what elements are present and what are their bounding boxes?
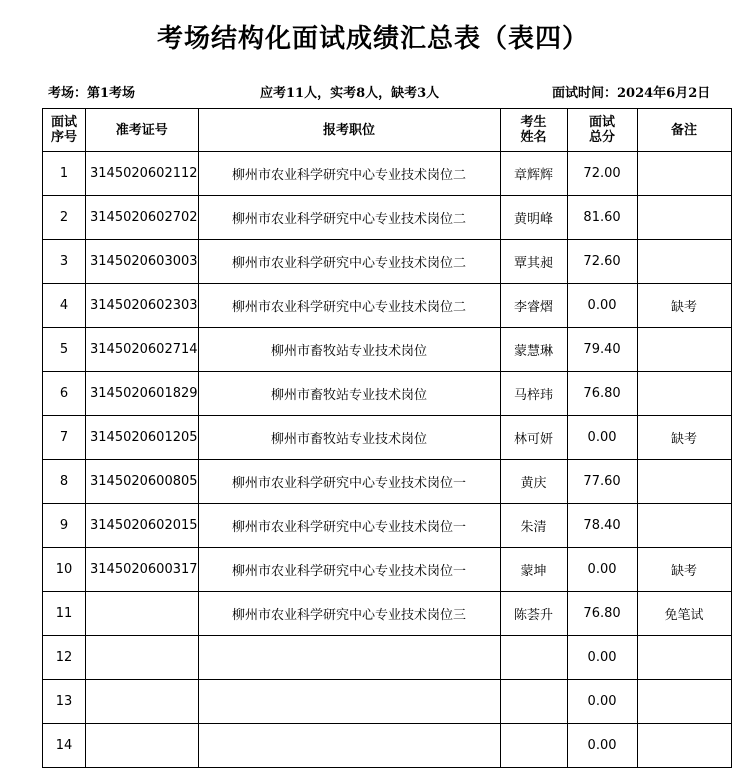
remark	[637, 196, 731, 240]
total-score: 77.60	[567, 460, 637, 504]
header-position: 报考职位	[198, 109, 500, 152]
row-index: 9	[43, 504, 86, 548]
header-index: 面试 序号	[43, 109, 86, 152]
row-index: 10	[43, 548, 86, 592]
position-name: 柳州市农业科学研究中心专业技术岗位一	[198, 460, 500, 504]
position-name: 柳州市农业科学研究中心专业技术岗位二	[198, 152, 500, 196]
row-index: 5	[43, 328, 86, 372]
total-score: 0.00	[567, 416, 637, 460]
row-index: 11	[43, 592, 86, 636]
total-score: 0.00	[567, 680, 637, 724]
candidate-name: 蒙坤	[500, 548, 567, 592]
position-name: 柳州市农业科学研究中心专业技术岗位一	[198, 548, 500, 592]
score-table	[42, 108, 732, 768]
position-name: 柳州市农业科学研究中心专业技术岗位二	[198, 284, 500, 328]
ticket-number: 3145020600805	[86, 460, 199, 504]
ticket-number: 3145020602015	[86, 504, 199, 548]
table-row	[43, 196, 732, 240]
table-row	[43, 284, 732, 328]
position-name: 柳州市农业科学研究中心专业技术岗位二	[198, 240, 500, 284]
row-index: 8	[43, 460, 86, 504]
header-score: 面试 总分	[567, 109, 637, 152]
remark: 免笔试	[637, 592, 731, 636]
total-score: 0.00	[567, 724, 637, 768]
row-index: 3	[43, 240, 86, 284]
row-index: 1	[43, 152, 86, 196]
remark	[637, 240, 731, 284]
total-score: 78.40	[567, 504, 637, 548]
total-score: 72.00	[567, 152, 637, 196]
remark: 缺考	[637, 284, 731, 328]
position-name	[198, 724, 500, 768]
position-name: 柳州市农业科学研究中心专业技术岗位一	[198, 504, 500, 548]
candidate-name	[500, 724, 567, 768]
position-name: 柳州市农业科学研究中心专业技术岗位二	[198, 196, 500, 240]
candidate-name: 章辉辉	[500, 152, 567, 196]
position-name	[198, 680, 500, 724]
candidate-name: 黄明峰	[500, 196, 567, 240]
candidate-name: 李睿熠	[500, 284, 567, 328]
candidate-name: 林可妍	[500, 416, 567, 460]
ticket-number	[86, 680, 199, 724]
ticket-number: 3145020603003	[86, 240, 199, 284]
table-row	[43, 592, 732, 636]
table-row	[43, 504, 732, 548]
table-row	[43, 724, 732, 768]
table-header-row	[43, 109, 732, 152]
row-index: 4	[43, 284, 86, 328]
ticket-number	[86, 636, 199, 680]
ticket-number: 3145020600317	[86, 548, 199, 592]
candidate-name: 朱清	[500, 504, 567, 548]
total-score: 76.80	[567, 592, 637, 636]
interview-date: 面试时间：2024年6月2日	[552, 86, 711, 101]
page-title: 考场结构化面试成绩汇总表（表四）	[156, 24, 589, 54]
position-name: 柳州市畜牧站专业技术岗位	[198, 372, 500, 416]
table-row	[43, 416, 732, 460]
candidate-name: 黄庆	[500, 460, 567, 504]
remark	[637, 152, 731, 196]
ticket-number	[86, 592, 199, 636]
header-note: 备注	[637, 109, 731, 152]
position-name	[198, 636, 500, 680]
exam-room-label: 考场：第1考场	[48, 86, 136, 101]
ticket-number: 3145020602112	[86, 152, 199, 196]
remark	[637, 680, 731, 724]
total-score: 72.60	[567, 240, 637, 284]
total-score: 0.00	[567, 284, 637, 328]
remark	[637, 328, 731, 372]
ticket-number	[86, 724, 199, 768]
table-row	[43, 328, 732, 372]
attendance-summary: 应考11人，实考8人，缺考3人	[260, 86, 440, 101]
row-index: 14	[43, 724, 86, 768]
ticket-number: 3145020602714	[86, 328, 199, 372]
row-index: 12	[43, 636, 86, 680]
candidate-name	[500, 680, 567, 724]
row-index: 6	[43, 372, 86, 416]
position-name: 柳州市畜牧站专业技术岗位	[198, 416, 500, 460]
table-row	[43, 372, 732, 416]
header-ticket: 准考证号	[86, 109, 199, 152]
position-name: 柳州市农业科学研究中心专业技术岗位三	[198, 592, 500, 636]
row-index: 2	[43, 196, 86, 240]
remark: 缺考	[637, 416, 731, 460]
total-score: 76.80	[567, 372, 637, 416]
remark	[637, 504, 731, 548]
header-name: 考生 姓名	[500, 109, 567, 152]
row-index: 7	[43, 416, 86, 460]
candidate-name: 马梓玮	[500, 372, 567, 416]
total-score: 0.00	[567, 548, 637, 592]
remark: 缺考	[637, 548, 731, 592]
table-row	[43, 680, 732, 724]
ticket-number: 3145020602702	[86, 196, 199, 240]
row-index: 13	[43, 680, 86, 724]
candidate-name	[500, 636, 567, 680]
position-name: 柳州市畜牧站专业技术岗位	[198, 328, 500, 372]
total-score: 0.00	[567, 636, 637, 680]
total-score: 79.40	[567, 328, 637, 372]
remark	[637, 460, 731, 504]
ticket-number: 3145020602303	[86, 284, 199, 328]
table-row	[43, 240, 732, 284]
ticket-number: 3145020601829	[86, 372, 199, 416]
table-row	[43, 636, 732, 680]
remark	[637, 372, 731, 416]
table-row	[43, 460, 732, 504]
candidate-name: 蒙慧琳	[500, 328, 567, 372]
candidate-name: 覃其昶	[500, 240, 567, 284]
remark	[637, 636, 731, 680]
total-score: 81.60	[567, 196, 637, 240]
table-row	[43, 152, 732, 196]
table-row	[43, 548, 732, 592]
ticket-number: 3145020601205	[86, 416, 199, 460]
remark	[637, 724, 731, 768]
candidate-name: 陈荟升	[500, 592, 567, 636]
